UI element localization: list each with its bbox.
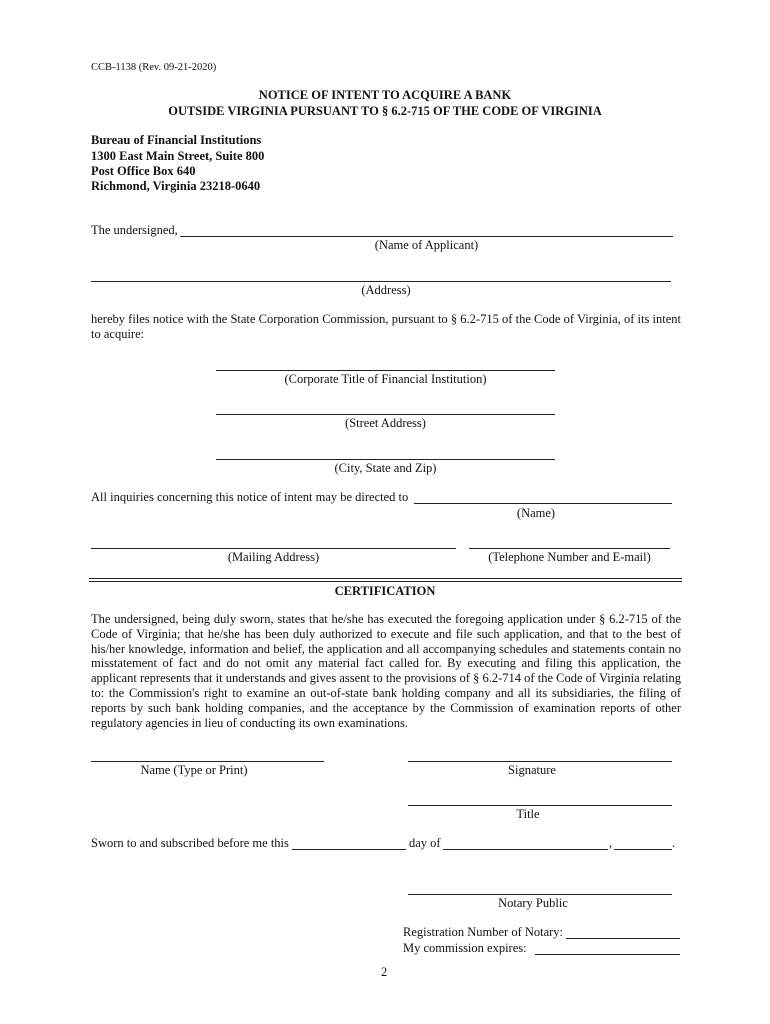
institution-street-line[interactable] bbox=[216, 414, 555, 415]
applicant-name-line[interactable] bbox=[180, 236, 673, 237]
sworn-month-line[interactable] bbox=[443, 849, 608, 850]
divider-rule-top bbox=[89, 578, 682, 579]
notary-line[interactable] bbox=[408, 894, 672, 895]
institution-city-caption: (City, State and Zip) bbox=[334, 461, 437, 475]
phone-email-line[interactable] bbox=[469, 548, 670, 549]
notary-registration-line[interactable] bbox=[566, 938, 680, 939]
applicant-address-line[interactable] bbox=[91, 281, 671, 282]
name-print-line[interactable] bbox=[91, 761, 324, 762]
notary-caption: Notary Public bbox=[498, 896, 568, 910]
applicant-name-caption: (Name of Applicant) bbox=[374, 238, 479, 252]
bureau-name: Bureau of Financial Institutions bbox=[91, 133, 262, 147]
title-line-2: OUTSIDE VIRGINIA PURSUANT TO § 6.2-715 OF THE CODE OF VIRGINIA bbox=[168, 104, 602, 118]
sworn-year-line[interactable] bbox=[614, 849, 672, 850]
sworn-day-of: day of bbox=[409, 836, 441, 850]
institution-city-line[interactable] bbox=[216, 459, 555, 460]
title-caption: Title bbox=[516, 807, 540, 821]
institution-street-caption: (Street Address) bbox=[345, 416, 426, 430]
institution-title-line[interactable] bbox=[216, 370, 555, 371]
inquiries-name-caption: (Name) bbox=[516, 506, 556, 520]
sworn-day-line[interactable] bbox=[292, 849, 406, 850]
mailing-address-line[interactable] bbox=[91, 548, 456, 549]
certification-body: The undersigned, being duly sworn, states that he/she has executed the foregoing application under § 6.2-715 of the Code of Virginia; that he/she has been duly authorized to execute and file such application, and that to the best of his/her knowledge, information and belief, the application and all accompanying schedules and statements contain no misstatement of fact and do not omit any material fact called for. By executing and filing this application, the applicant represents that it understands and gives assent to the provisions of § 6.2-714 of the Code of Virginia relating to: the Commission's right to examine an out-of-state bank holding company and all its subsidiaries, the filing of reports by such bank holding companies, and the acceptance by the Commission of examination reports of other regulatory agencies in lieu of conducting its own examinations. bbox=[91, 612, 681, 730]
signature-caption: Signature bbox=[508, 763, 556, 777]
notary-commission-line[interactable] bbox=[535, 954, 680, 955]
phone-email-caption: (Telephone Number and E-mail) bbox=[488, 550, 651, 564]
certification-heading: CERTIFICATION bbox=[334, 584, 436, 598]
name-print-caption: Name (Type or Print) bbox=[140, 763, 248, 777]
applicant-address-caption: (Address) bbox=[361, 283, 411, 297]
page-number: 2 bbox=[381, 965, 388, 979]
bureau-street: 1300 East Main Street, Suite 800 bbox=[91, 149, 265, 163]
mailing-address-caption: (Mailing Address) bbox=[227, 550, 320, 564]
title-line-1: NOTICE OF INTENT TO ACQUIRE A BANK bbox=[258, 88, 512, 102]
bureau-city: Richmond, Virginia 23218-0640 bbox=[91, 179, 261, 193]
institution-title-caption: (Corporate Title of Financial Institution) bbox=[284, 372, 487, 386]
inquiries-lead: All inquiries concerning this notice of intent may be directed to bbox=[91, 490, 409, 504]
divider-rule-bottom bbox=[89, 581, 682, 582]
title-line[interactable] bbox=[408, 805, 672, 806]
form-id: CCB-1138 (Rev. 09-21-2020) bbox=[91, 62, 217, 73]
notary-commission-label: My commission expires: bbox=[403, 941, 527, 955]
notary-registration-label: Registration Number of Notary: bbox=[403, 925, 564, 939]
bureau-pobox: Post Office Box 640 bbox=[91, 164, 196, 178]
inquiries-name-line[interactable] bbox=[414, 503, 672, 504]
sworn-lead: Sworn to and subscribed before me this bbox=[91, 836, 289, 850]
sworn-period: . bbox=[672, 836, 676, 850]
applicant-lead: The undersigned, bbox=[91, 223, 178, 237]
signature-line[interactable] bbox=[408, 761, 672, 762]
sworn-comma: , bbox=[609, 836, 613, 850]
notice-text: hereby files notice with the State Corporation Commission, pursuant to § 6.2-715 of the Code of Virginia, of its intent to acquire: bbox=[91, 312, 681, 341]
